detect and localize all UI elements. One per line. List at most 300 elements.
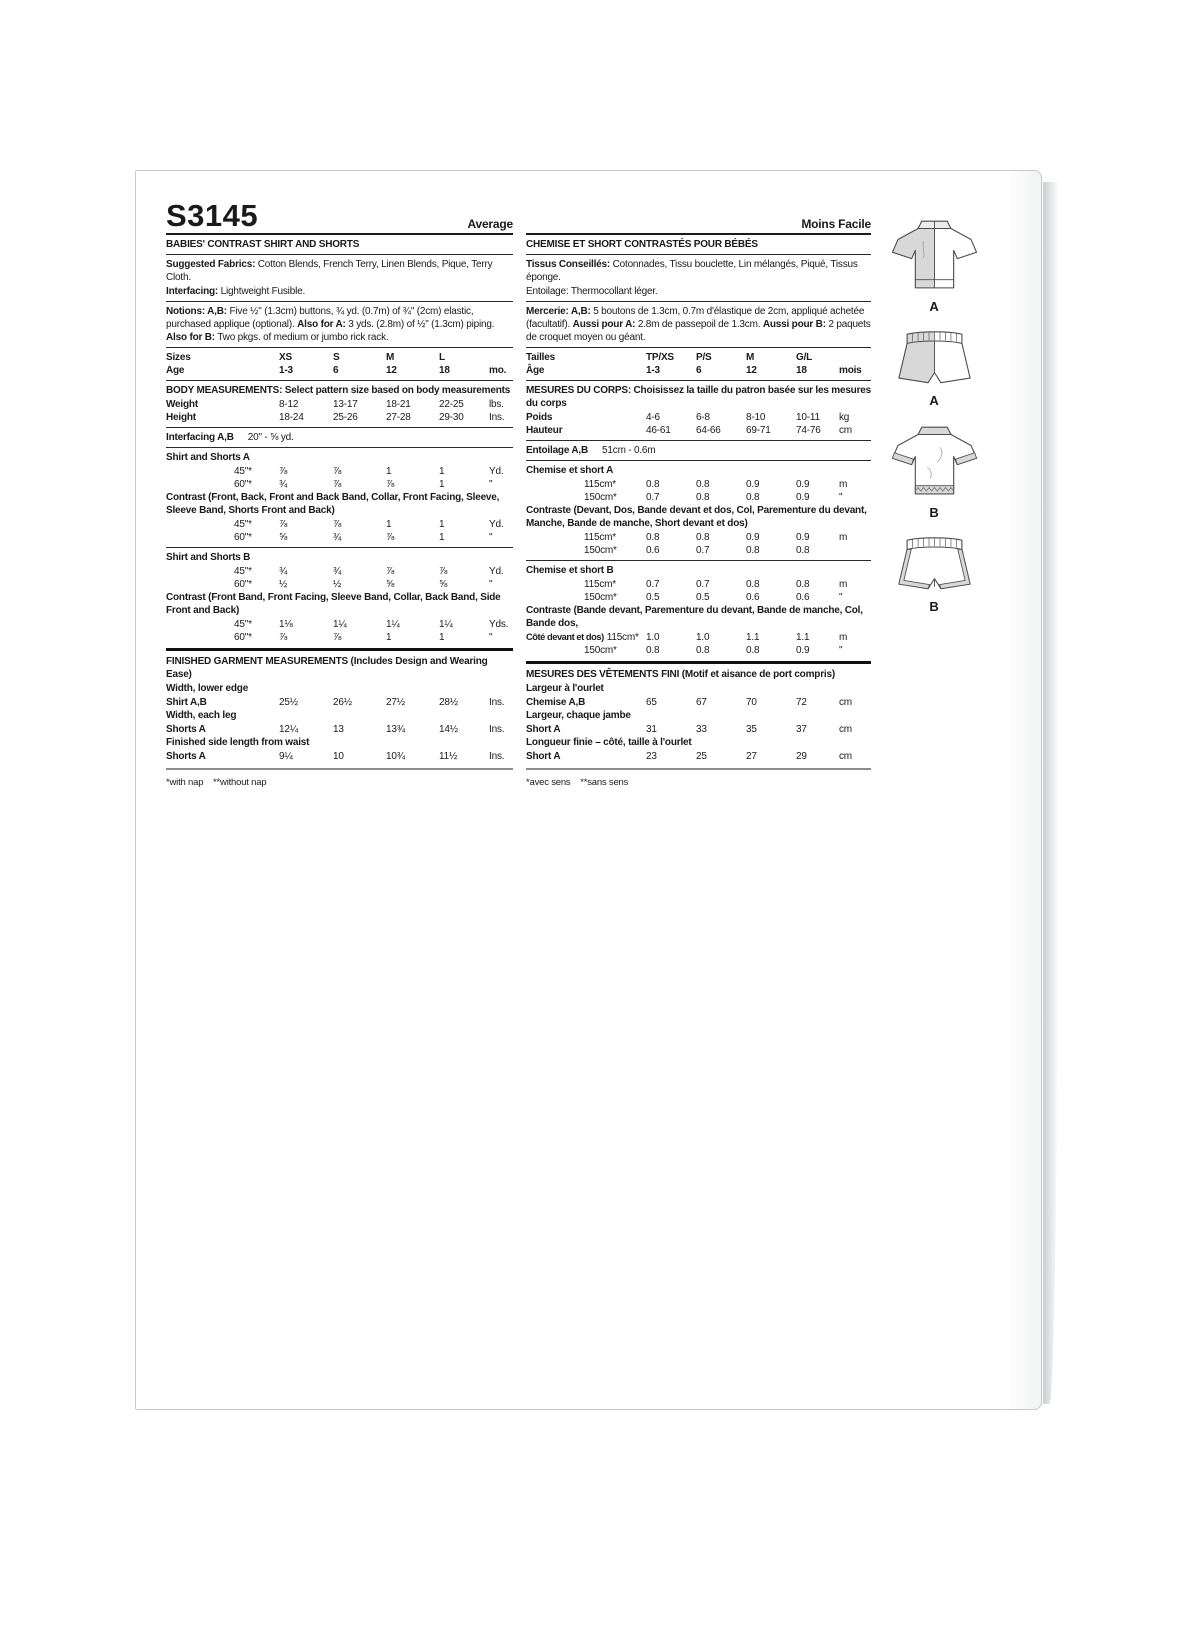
title-row-fr xyxy=(526,195,871,231)
table-row xyxy=(526,491,871,504)
section-heading: Chemise et short B xyxy=(526,565,614,576)
row-label-cell xyxy=(526,723,646,736)
row-label-cell xyxy=(526,578,646,591)
row-unit: m xyxy=(839,579,848,590)
table-row xyxy=(166,398,513,411)
row-value: 51cm - 0.6m xyxy=(602,445,656,456)
row-value: 29 xyxy=(796,751,807,762)
section-heading: Width, each leg xyxy=(166,710,237,721)
row-value: 0.5 xyxy=(696,592,710,603)
row-value: 0.8 xyxy=(796,545,810,556)
text: Lightweight Fusible. xyxy=(218,286,306,297)
row-value: ⅝ xyxy=(439,579,448,590)
row-value: 1 xyxy=(439,466,445,477)
section-heading: Finished side length from waist xyxy=(166,737,310,748)
row-value: 0.8 xyxy=(646,532,660,543)
table-row xyxy=(166,750,513,763)
row-label: Côté devant et dos) xyxy=(526,632,604,642)
row-value: 1 xyxy=(439,479,445,490)
row-unit: mois xyxy=(839,365,862,376)
title-row-en xyxy=(166,195,513,231)
row-value: ⅞ xyxy=(333,632,342,643)
divider xyxy=(526,301,871,302)
row-value: 46-61 xyxy=(646,425,671,436)
row-unit: Ins. xyxy=(489,412,505,423)
table-row xyxy=(166,411,513,424)
row-label-cell xyxy=(526,644,646,657)
row-value: 74-76 xyxy=(796,425,821,436)
bold-text: Also for B: xyxy=(166,332,215,343)
row-value: 22-25 xyxy=(439,399,464,410)
pattern-number: S3145 xyxy=(166,198,259,233)
row-value: 28½ xyxy=(439,697,458,708)
row-value: 67 xyxy=(696,697,707,708)
row-value: 0.8 xyxy=(746,645,760,656)
row-value: TP/XS xyxy=(646,352,674,363)
bold-text: Contrast (Front Band, Front Facing, Sleeve Band, Collar, Back Band, Side Front and Back) xyxy=(166,592,501,616)
row-value: 0.9 xyxy=(746,532,760,543)
row-label-cell xyxy=(166,750,279,763)
row-label: Age xyxy=(166,365,185,376)
row-value: 27 xyxy=(746,751,757,762)
row-value: 8-10 xyxy=(746,412,766,423)
section-heading: BABIES' CONTRAST SHIRT AND SHORTS xyxy=(166,239,360,250)
table-row xyxy=(526,424,871,437)
row-value: 1 xyxy=(439,632,445,643)
shirt-a-illustration xyxy=(887,213,982,313)
row-unit: cm xyxy=(839,751,852,762)
row-label: Height xyxy=(166,412,196,423)
row-unit: " xyxy=(489,579,493,590)
title-divider-en xyxy=(166,233,513,235)
row-value: 25-26 xyxy=(333,412,358,423)
table-row xyxy=(166,518,513,531)
row-value: 1.1 xyxy=(796,632,810,643)
paragraph xyxy=(166,655,513,681)
row-value: 27½ xyxy=(386,697,405,708)
row-unit: " xyxy=(489,632,493,643)
divider xyxy=(166,447,513,448)
row-value: 0.7 xyxy=(696,579,710,590)
row-value: 1⅛ xyxy=(279,619,293,630)
key-value-row xyxy=(166,431,513,444)
row-value: 0.8 xyxy=(746,579,760,590)
row-value: 0.6 xyxy=(746,592,760,603)
row-value: 26½ xyxy=(333,697,352,708)
table-row xyxy=(526,696,871,709)
table-row xyxy=(526,411,871,424)
row-unit: " xyxy=(489,479,493,490)
divider xyxy=(526,380,871,381)
paragraph xyxy=(166,258,513,284)
row-label-cell xyxy=(526,544,646,557)
row-label: Short A xyxy=(526,751,561,762)
row-size-label: 150cm* xyxy=(584,545,617,556)
row-value: 0.8 xyxy=(746,492,760,503)
row-value: 1-3 xyxy=(279,365,293,376)
row-value: ⅞ xyxy=(279,519,288,530)
view-label-shorts-b: B xyxy=(929,599,939,614)
row-size-label: 45"* xyxy=(234,619,252,630)
divider xyxy=(526,347,871,348)
row-label-cell xyxy=(166,351,279,364)
bold-text: Tissus Conseillés: xyxy=(526,259,611,270)
bold-text: Notions: A,B: xyxy=(166,306,227,317)
text: 2.8m de passepoil de 1.3cm. xyxy=(635,319,763,330)
title-divider-fr xyxy=(526,233,871,235)
row-unit xyxy=(489,351,513,364)
paragraph xyxy=(166,285,513,298)
row-unit xyxy=(839,544,871,557)
row-value: 0.8 xyxy=(746,545,760,556)
row-value: 1 xyxy=(386,519,392,530)
divider xyxy=(526,661,871,664)
shirt-b-illustration xyxy=(887,419,982,519)
row-label-cell xyxy=(526,351,646,364)
text: 3 yds. (2.8m) of ½" (1.3cm) piping. xyxy=(345,319,495,330)
row-unit: Yd. xyxy=(489,519,504,530)
row-value: 0.7 xyxy=(646,492,660,503)
text: Two pkgs. of medium or jumbo rick rack. xyxy=(214,332,389,343)
row-value: 1¼ xyxy=(333,619,347,630)
section-heading: Shirt and Shorts B xyxy=(166,552,251,563)
row-size-label: 115cm* xyxy=(584,532,616,543)
paragraph xyxy=(526,305,871,344)
row-size-label: 150cm* xyxy=(584,592,617,603)
divider xyxy=(166,768,513,770)
view-label-shirt-a: A xyxy=(929,299,939,314)
row-unit: m xyxy=(839,479,848,490)
row-value: 12¼ xyxy=(279,724,298,735)
row-value: 1 xyxy=(439,519,445,530)
row-value: 9¼ xyxy=(279,751,293,762)
row-value: 0.8 xyxy=(796,579,810,590)
table-row xyxy=(526,364,871,377)
bold-text: Contrast (Front, Back, Front and Back Band, Collar, Front Facing, Sleeve, Sleeve Band, Shorts Front and Back) xyxy=(166,492,500,516)
row-label: Entoilage A,B xyxy=(526,445,589,456)
garment-illustrations xyxy=(884,213,984,625)
row-label: Shorts A xyxy=(166,751,206,762)
row-label: Poids xyxy=(526,412,553,423)
shorts-a-back-view-drawing xyxy=(887,325,982,391)
row-label: Tailles xyxy=(526,352,555,363)
row-label: Hauteur xyxy=(526,425,563,436)
bold-text: MESURES DES VÊTEMENTS FINI (Motif et aisance de port compris) xyxy=(526,669,835,680)
row-value: ⅝ xyxy=(386,579,395,590)
row-value: 0.9 xyxy=(796,492,810,503)
row-value: 72 xyxy=(796,697,807,708)
table-row xyxy=(166,631,513,644)
shirt-b-back-view-drawing xyxy=(887,419,982,503)
row-value: 23 xyxy=(646,751,657,762)
row-label-cell xyxy=(526,411,646,424)
row-value: ½ xyxy=(279,579,288,590)
view-label-shirt-b: B xyxy=(929,505,939,520)
section-heading: Largeur, chaque jambe xyxy=(526,710,631,721)
table-row xyxy=(166,723,513,736)
row-value: L xyxy=(439,352,445,363)
bold-text: MESURES DU CORPS: Choisissez la taille du patron basée sur les mesures du corps xyxy=(526,385,871,409)
row-value: 0.9 xyxy=(746,479,760,490)
row-unit: lbs. xyxy=(489,399,504,410)
shorts-b-illustration xyxy=(887,531,982,613)
row-value: 70 xyxy=(746,697,757,708)
divider xyxy=(166,254,513,255)
section-heading: Chemise et short A xyxy=(526,465,614,476)
row-value: 0.9 xyxy=(796,532,810,543)
row-size-label: 60"* xyxy=(234,632,252,643)
row-value: 20" - ⅝ yd. xyxy=(247,432,294,443)
divider xyxy=(526,460,871,461)
row-size-label: 115cm* xyxy=(584,579,616,590)
paragraph xyxy=(166,384,513,397)
row-value: 0.8 xyxy=(646,479,660,490)
row-value: S xyxy=(333,352,340,363)
row-label-cell xyxy=(166,618,279,631)
bold-text: Mercerie: A,B: xyxy=(526,306,591,317)
paragraph xyxy=(166,591,513,617)
table-row xyxy=(526,478,871,491)
row-unit: " xyxy=(839,592,843,603)
divider xyxy=(526,768,871,770)
bold-text: FINISHED GARMENT MEASUREMENTS (Includes Design and Wearing Ease) xyxy=(166,656,488,680)
row-unit: Yd. xyxy=(489,466,504,477)
row-value: ⅞ xyxy=(279,466,288,477)
row-unit: m xyxy=(839,632,848,643)
section-heading: Shirt and Shorts A xyxy=(166,452,250,463)
difficulty-badge-en: Average xyxy=(467,217,513,231)
row-value: 0.9 xyxy=(796,479,810,490)
row-value: ⅞ xyxy=(386,566,395,577)
paragraph xyxy=(526,384,871,410)
row-value: XS xyxy=(279,352,292,363)
row-value: 1.1 xyxy=(746,632,760,643)
row-value: 0.8 xyxy=(696,492,710,503)
row-value: 25 xyxy=(696,751,707,762)
divider xyxy=(166,301,513,302)
divider xyxy=(526,560,871,561)
table-row xyxy=(526,351,871,364)
row-label-cell xyxy=(166,518,279,531)
shorts-b-back-view-drawing xyxy=(887,531,982,597)
french-specs xyxy=(526,238,871,789)
table-row xyxy=(166,578,513,591)
divider xyxy=(166,427,513,428)
pattern-envelope-back-page xyxy=(135,170,1042,1410)
table-row xyxy=(166,478,513,491)
bold-text: Also for A: xyxy=(297,319,346,330)
row-value: 12 xyxy=(746,365,757,376)
row-label: Weight xyxy=(166,399,198,410)
row-unit: Yd. xyxy=(489,566,504,577)
row-value: ⅞ xyxy=(333,466,342,477)
row-value: 13-17 xyxy=(333,399,358,410)
row-size-label: 45"* xyxy=(234,466,252,477)
row-label-cell xyxy=(166,578,279,591)
row-label-cell xyxy=(526,478,646,491)
row-unit: Ins. xyxy=(489,751,505,762)
row-label-cell xyxy=(526,631,646,644)
table-row xyxy=(166,618,513,631)
row-value: 25½ xyxy=(279,697,298,708)
row-label-cell xyxy=(166,398,279,411)
bold-text: Suggested Fabrics: xyxy=(166,259,256,270)
row-label-cell xyxy=(166,631,279,644)
row-unit: mo. xyxy=(489,365,507,376)
row-value: 1 xyxy=(386,632,392,643)
row-label: Short A xyxy=(526,724,561,735)
row-label-cell xyxy=(166,478,279,491)
row-value: 65 xyxy=(646,697,657,708)
row-value: 37 xyxy=(796,724,807,735)
row-value: 4-6 xyxy=(646,412,660,423)
text: Entoilage: Thermocollant léger. xyxy=(526,286,658,297)
row-label-cell xyxy=(526,491,646,504)
row-value: 64-66 xyxy=(696,425,721,436)
row-value: 27-28 xyxy=(386,412,411,423)
row-value: 12 xyxy=(386,365,397,376)
divider xyxy=(166,347,513,348)
row-value: 0.7 xyxy=(646,579,660,590)
section-heading: Longueur finie – côté, taille à l'ourlet xyxy=(526,737,692,748)
bold-text: Interfacing: xyxy=(166,286,219,297)
table-row xyxy=(166,696,513,709)
divider xyxy=(166,547,513,548)
row-label-cell xyxy=(526,591,646,604)
row-label: Âge xyxy=(526,365,545,376)
bold-text: Contraste (Devant, Dos, Bande devant et dos, Col, Parementure du devant, Manche, Bande de manche, Short devant et dos) xyxy=(526,505,867,529)
row-value: 35 xyxy=(746,724,757,735)
english-column xyxy=(166,195,513,789)
shorts-a-illustration xyxy=(887,325,982,407)
row-unit: Ins. xyxy=(489,724,505,735)
table-row xyxy=(526,631,871,644)
row-value: 11½ xyxy=(439,751,458,762)
row-value: ¾ xyxy=(279,566,288,577)
row-label-cell xyxy=(526,531,646,544)
row-value: ⅞ xyxy=(439,566,448,577)
key-value-row xyxy=(526,444,871,457)
divider xyxy=(166,648,513,651)
row-value: 0.6 xyxy=(646,545,660,556)
text: Five ½" (1.3cm) buttons, ¾ yd. (0.7m) of ¾" (2cm) elastic, purchased applique (optional). xyxy=(166,306,474,330)
section-heading: CHEMISE ET SHORT CONTRASTÉS POUR BÉBÉS xyxy=(526,239,758,250)
row-value: 0.9 xyxy=(796,645,810,656)
table-row xyxy=(166,465,513,478)
row-value: 69-71 xyxy=(746,425,771,436)
view-label-shorts-a: A xyxy=(929,393,939,408)
divider xyxy=(526,254,871,255)
row-unit: kg xyxy=(839,412,850,423)
text: Cotonnades, Tissu bouclette, Lin mélangés, Piqué, Tissus éponge. xyxy=(526,259,858,283)
row-value: 0.8 xyxy=(696,532,710,543)
table-row xyxy=(526,644,871,657)
row-value: ½ xyxy=(333,579,342,590)
row-size-label: 60"* xyxy=(234,579,252,590)
text: Cotton Blends, French Terry, Linen Blends, Pique, Terry Cloth. xyxy=(166,259,493,283)
row-size-label: 150cm* xyxy=(584,645,617,656)
text: 5 boutons de 1.3cm, 0.7m d'élastique de 2cm, appliqué achetée (facultatif). xyxy=(526,306,865,330)
row-unit: cm xyxy=(839,724,852,735)
row-unit: Ins. xyxy=(489,697,505,708)
table-row xyxy=(526,531,871,544)
row-size-label: 115cm* xyxy=(584,479,616,490)
difficulty-badge-fr: Moins Facile xyxy=(801,217,871,231)
row-value: ¾ xyxy=(333,566,342,577)
row-label-cell xyxy=(166,411,279,424)
paragraph xyxy=(526,668,871,681)
paragraph xyxy=(526,258,871,284)
row-value: ⅞ xyxy=(386,532,395,543)
row-value: 0.7 xyxy=(696,545,710,556)
paragraph xyxy=(166,491,513,517)
row-size-label: 60"* xyxy=(234,532,252,543)
row-value: P/S xyxy=(696,352,712,363)
row-value: ⅝ xyxy=(279,532,288,543)
bold-text: BODY MEASUREMENTS: Select pattern size based on body measurements xyxy=(166,385,511,396)
row-label-cell xyxy=(526,364,646,377)
section-heading: Largeur à l'ourlet xyxy=(526,683,604,694)
table-row xyxy=(526,544,871,557)
row-size-label: 60"* xyxy=(234,479,252,490)
section-heading: Width, lower edge xyxy=(166,683,249,694)
row-unit xyxy=(839,351,871,364)
bold-text: Aussi pour A: xyxy=(572,319,636,330)
row-unit: cm xyxy=(839,697,852,708)
row-value: 18 xyxy=(796,365,807,376)
row-value: ¾ xyxy=(333,532,342,543)
row-unit: " xyxy=(839,645,843,656)
row-value: 13 xyxy=(333,724,344,735)
row-value: 10¾ xyxy=(386,751,405,762)
row-label: Shorts A xyxy=(166,724,206,735)
row-value: 6 xyxy=(333,365,339,376)
table-row xyxy=(526,750,871,763)
bold-text: Contraste (Bande devant, Parementure du devant, Bande de manche, Col, Bande dos, xyxy=(526,605,863,629)
row-value: ⅞ xyxy=(386,479,395,490)
row-value: 6-8 xyxy=(696,412,710,423)
page-curl-shadow xyxy=(1043,182,1059,1404)
row-value: 10-11 xyxy=(796,412,820,423)
row-value: 6 xyxy=(696,365,702,376)
row-label-cell xyxy=(166,531,279,544)
table-row xyxy=(526,591,871,604)
row-value: 1 xyxy=(386,466,392,477)
row-value: 1 xyxy=(439,532,445,543)
row-label-cell xyxy=(166,723,279,736)
row-value: 18 xyxy=(439,365,450,376)
row-label-cell xyxy=(166,696,279,709)
row-value: 13¾ xyxy=(386,724,405,735)
paragraph xyxy=(166,305,513,344)
row-value: 1¼ xyxy=(386,619,400,630)
row-value: ⅞ xyxy=(279,632,288,643)
row-value: 0.8 xyxy=(646,645,660,656)
row-value: 14½ xyxy=(439,724,458,735)
row-size-label: 45"* xyxy=(234,566,252,577)
row-label: Chemise A,B xyxy=(526,697,586,708)
table-row xyxy=(526,723,871,736)
french-column xyxy=(526,195,871,789)
row-unit: cm xyxy=(839,425,852,436)
row-unit: Yds. xyxy=(489,619,509,630)
row-label: Shirt A,B xyxy=(166,697,207,708)
table-row xyxy=(166,565,513,578)
row-unit: m xyxy=(839,532,848,543)
row-value: 33 xyxy=(696,724,707,735)
row-value: 1¼ xyxy=(439,619,453,630)
row-value: M xyxy=(746,352,755,363)
